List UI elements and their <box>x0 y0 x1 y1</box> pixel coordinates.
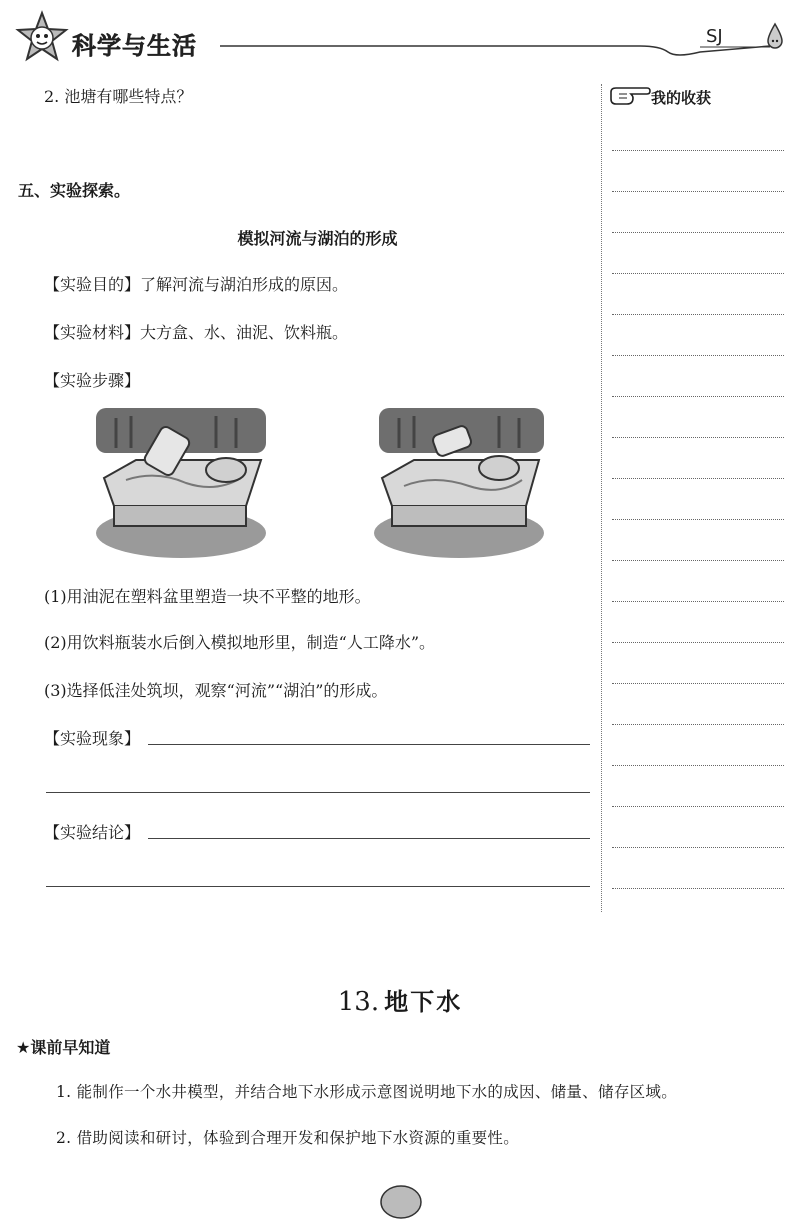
conclusion-label: 【实验结论】 <box>44 823 141 842</box>
notes-line[interactable] <box>612 806 784 807</box>
goal-item-1: 1. 能制作一个水井模型，并结合地下水形成示意图说明地下水的成因、储量、储存区域。 <box>56 1083 678 1101</box>
sidebar-label: 我的收获 <box>651 89 712 107</box>
phenomenon-answer-line-1[interactable] <box>148 744 590 745</box>
notes-line[interactable] <box>612 601 784 602</box>
notes-line[interactable] <box>612 888 784 889</box>
experiment-steps-label: 【实验步骤】 <box>44 371 141 390</box>
notes-line[interactable] <box>612 150 784 151</box>
lesson-title: 地下水 <box>384 988 463 1016</box>
notes-line[interactable] <box>612 273 784 274</box>
notes-line[interactable] <box>612 560 784 561</box>
notes-line[interactable] <box>612 232 784 233</box>
notes-line[interactable] <box>612 519 784 520</box>
experiment-materials: 【实验材料】大方盒、水、油泥、饮料瓶。 <box>44 323 349 342</box>
phenomenon-label: 【实验现象】 <box>44 729 141 748</box>
illustration-shaping-clay <box>96 408 266 558</box>
pointing-hand-icon <box>607 84 651 108</box>
book-title: 科学与生活 <box>72 32 197 60</box>
conclusion-answer-line-2[interactable] <box>46 886 590 887</box>
illustration-pouring-water <box>374 408 544 558</box>
notes-line[interactable] <box>612 478 784 479</box>
lesson-heading <box>0 982 800 1017</box>
notes-line[interactable] <box>612 724 784 725</box>
step-1: (1)用油泥在塑料盆里塑造一块不平整的地形。 <box>44 587 371 606</box>
question-2: 2. 池塘有哪些特点？ <box>44 87 193 106</box>
phenomenon-answer-line-2[interactable] <box>46 792 590 793</box>
notes-line[interactable] <box>612 355 784 356</box>
lesson-number: 13. <box>337 987 380 1017</box>
notes-line[interactable] <box>612 191 784 192</box>
step-2: (2)用饮料瓶装水后倒入模拟地形里，制造“人工降水”。 <box>44 633 436 652</box>
notes-line[interactable] <box>612 642 784 643</box>
step-3: (3)选择低洼处筑坝，观察“河流”“湖泊”的形成。 <box>44 681 388 700</box>
notes-line[interactable] <box>612 847 784 848</box>
notes-line[interactable] <box>612 314 784 315</box>
section-heading: 五、实验探索。 <box>18 181 131 200</box>
experiment-title: 模拟河流与湖泊的形成 <box>237 229 398 248</box>
goal-item-2: 2. 借助阅读和研讨，体验到合理开发和保护地下水资源的重要性。 <box>56 1129 520 1147</box>
mascot-star-icon <box>14 10 70 66</box>
notes-line[interactable] <box>612 437 784 438</box>
conclusion-answer-line-1[interactable] <box>148 838 590 839</box>
water-drop-icon <box>764 22 786 52</box>
notes-line[interactable] <box>612 765 784 766</box>
page-number-badge <box>378 1180 424 1220</box>
notes-line[interactable] <box>612 396 784 397</box>
experiment-purpose: 【实验目的】了解河流与湖泊形成的原因。 <box>44 275 349 294</box>
prelearn-heading: ★课前早知道 <box>16 1038 111 1057</box>
sidebar-divider <box>601 84 602 912</box>
edition-code: SJ <box>706 26 723 47</box>
notes-line[interactable] <box>612 683 784 684</box>
